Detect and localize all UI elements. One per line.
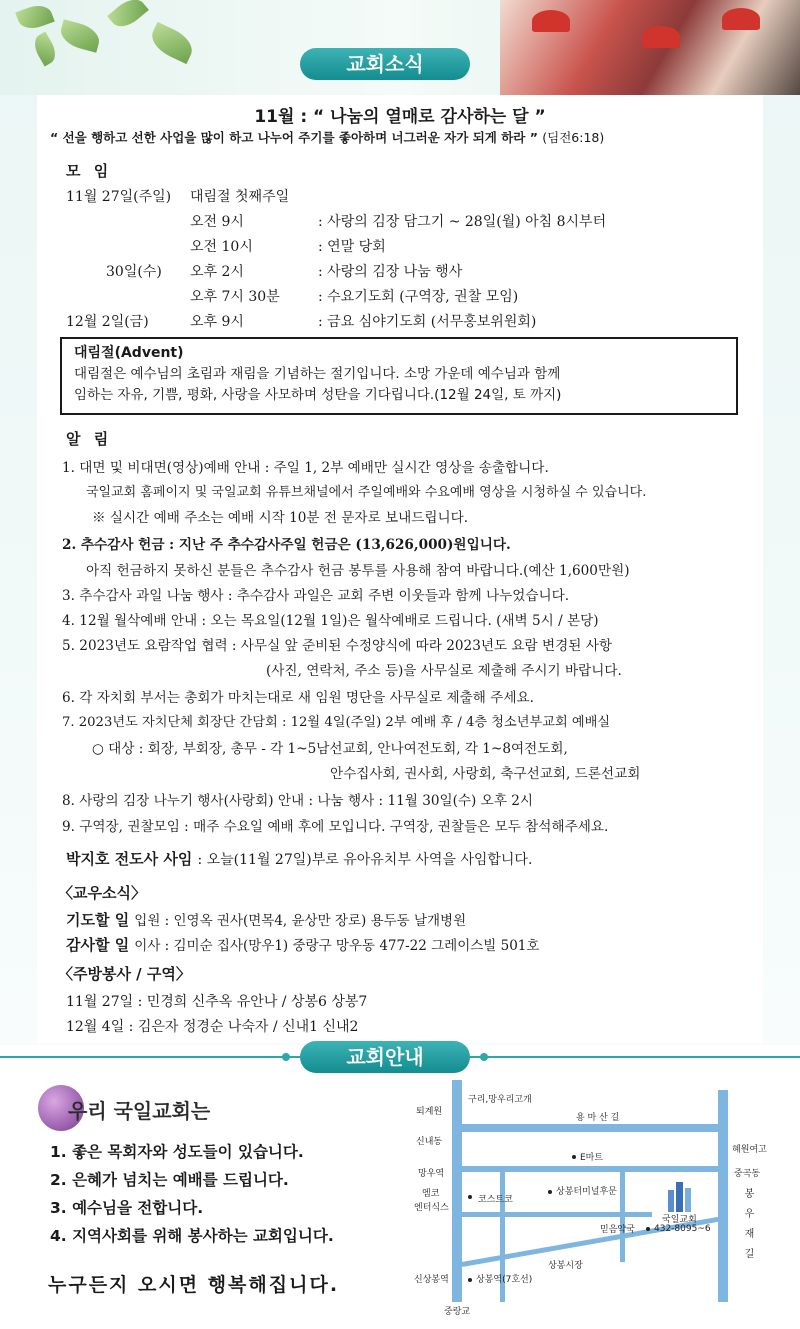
- santa-hat-decoration: [532, 10, 570, 32]
- notice-line: 5. 2023년도 요람작업 협력 : 사무실 앞 준비된 수정양식에 따라 2023년도 요람 변경된 사항: [62, 638, 612, 654]
- map-label-pharmacy: 믿음약국: [600, 1225, 635, 1235]
- church-item: 2. 은혜가 넘치는 예배를 드립니다.: [50, 1171, 289, 1189]
- santa-hat-decoration: [722, 8, 760, 30]
- map-road: [718, 1090, 728, 1302]
- meeting-date: 30일(수): [106, 264, 162, 280]
- map-label-entex: 엔터식스: [414, 1203, 449, 1213]
- map-label-toegye: 퇴계원: [416, 1107, 443, 1117]
- notice-line: 국일교회 홈페이지 및 국일교회 유튜브채널에서 주일예배와 수요예배 영상을 시청하실 수 있습니다.: [86, 485, 647, 500]
- kitchen-line: 12월 4일 : 김은자 정경순 나숙자 / 신내1 신내2: [66, 1019, 359, 1035]
- meeting-time: 오후 2시: [190, 264, 244, 280]
- map-label-terminal: 상봉터미널후문: [556, 1187, 617, 1197]
- church-item: 4. 지역사회를 위해 봉사하는 교회입니다.: [50, 1227, 334, 1245]
- advent-notice-box: [60, 337, 738, 415]
- map-label-hyewon: 혜원여고: [732, 1145, 767, 1155]
- map-label-top-road: 구리,망우리고개: [468, 1095, 532, 1105]
- church-item: 1. 좋은 목회자와 성도들이 있습니다.: [50, 1143, 304, 1161]
- meeting-time: 오전 9시: [190, 214, 244, 230]
- kitchen-heading: 〈주방봉사 / 구역〉: [58, 965, 191, 983]
- meeting-time: 대림절 첫째주일: [190, 189, 290, 205]
- notice-line: 6. 각 자치회 부서는 총회가 마치는대로 새 임원 명단을 사무실로 제출해 주세요.: [62, 690, 534, 706]
- notice-line: (사진, 연락처, 주소 등)을 사무실로 제출해 주시기 바랍니다.: [266, 663, 622, 679]
- map-label-sangbong-station: 상봉역(7호선): [476, 1275, 533, 1285]
- map-pin: [468, 1195, 472, 1199]
- santa-hat-decoration: [642, 26, 680, 48]
- missionary-name: 박지호 전도사 사임: [66, 850, 193, 868]
- notice-line: 안수집사회, 권사회, 사랑회, 축구선교회, 드론선교회: [330, 766, 641, 782]
- church-item: 3. 예수님을 전합니다.: [50, 1199, 204, 1217]
- verse-text: “ 선을 행하고 선한 사업을 많이 하고 나누어 주기를 좋아하며 너그러운 자가 되게 하라 ”: [50, 130, 538, 145]
- map-label-sinnae: 신내동: [416, 1137, 443, 1147]
- church-slogan: 누구든지 오시면 행복해집니다.: [48, 1274, 340, 1296]
- advent-text-line: 임하는 자유, 기쁨, 평화, 사랑을 사모하며 성탄을 기다립니다.(12월 24일, 토 까지): [74, 387, 562, 403]
- map-label-emart: E마트: [580, 1153, 604, 1163]
- church-building-icon: [662, 1178, 696, 1212]
- meeting-desc: : 연말 당회: [318, 239, 386, 255]
- notice-line: 7. 2023년도 자치단체 회장단 간담회 : 12월 4일(주일) 2부 예배 후 / 4층 청소년부교회 예배실: [62, 715, 611, 730]
- meeting-time: 오전 10시: [190, 239, 253, 255]
- map-label-church: 국일교회: [662, 1215, 697, 1225]
- notice-line: 1. 대면 및 비대면(영상)예배 안내 : 주일 1, 2부 예배만 실시간 영상을 송출합니다.: [62, 460, 549, 476]
- meeting-desc: : 사랑의 김장 나눔 행사: [318, 264, 463, 280]
- map-label-sinsangbong: 신상봉역: [414, 1275, 449, 1285]
- meeting-time: 오후 9시: [190, 314, 244, 330]
- advent-title: 대림절(Advent): [74, 345, 184, 361]
- map-pin: [548, 1190, 552, 1194]
- map-road: [452, 1080, 462, 1302]
- notice-line: 아직 헌금하지 못하신 분들은 추수감사 헌금 봉투를 사용해 참여 바랍니다.(예산 1,600만원): [86, 563, 630, 579]
- meeting-desc: : 금요 심야기도회 (서무홍보위원회): [318, 314, 537, 330]
- map-label-mangu: 망우역: [418, 1169, 445, 1179]
- missionary-text: : 오늘(11월 27일)부로 유아유치부 사역을 사임합니다.: [197, 852, 533, 868]
- month-theme-title: 11월 : “ 나눔의 열매로 감사하는 달 ”: [254, 107, 546, 127]
- pray-text: 입원 : 인영옥 권사(면목4, 윤상만 장로) 용두동 날개병원: [134, 913, 467, 929]
- thanks-label: 감사할 일: [66, 936, 130, 954]
- map-label-costco: 코스트코: [478, 1195, 513, 1205]
- dot-decoration: [480, 1053, 488, 1061]
- notice-line: 8. 사랑의 김장 나누기 행사(사랑회) 안내 : 나눔 행사 : 11월 30일(수) 오후 2시: [62, 793, 534, 809]
- members-pray: [66, 909, 466, 930]
- map-label-junggok: 중곡동: [734, 1169, 761, 1179]
- notice-line: ※ 실시간 예배 주소는 예배 시작 10분 전 문자로 보내드립니다.: [92, 510, 469, 526]
- notices-heading: 알 림: [66, 430, 113, 448]
- map-label-church-phone: 432-8095~6: [654, 1224, 711, 1234]
- notice-line: 4. 12월 월삭예배 안내 : 오는 목요일(12월 1일)은 월삭예배로 드립니다. (새벽 5시 / 본당): [62, 613, 599, 629]
- notice-line: 9. 구역장, 권찰모임 : 매주 수요일 예배 후에 모입니다. 구역장, 권찰들은 모두 참석해주세요.: [62, 819, 609, 835]
- thanks-text: 이사 : 김미순 집사(망우1) 중랑구 망우동 477-22 그레이스빌 501호: [134, 938, 540, 954]
- map-label-bongu: 봉우재길: [742, 1188, 753, 1268]
- dot-decoration: [282, 1053, 290, 1061]
- map-road: [452, 1166, 728, 1172]
- meeting-date: 12월 2일(금): [66, 314, 149, 330]
- notice-line: ○ 대상 : 회장, 부회장, 총무 - 각 1~5남선교회, 안나여전도회, 각 1~8여전도회,: [92, 741, 568, 757]
- map-pin: [572, 1155, 576, 1159]
- meeting-date: 11월 27일(주일): [66, 189, 172, 205]
- missionary-notice: [66, 848, 532, 869]
- meeting-desc: : 수요기도회 (구역장, 권찰 모임): [318, 289, 519, 305]
- church-title: 우리 국일교회는: [68, 1099, 211, 1123]
- map-pin: [646, 1227, 650, 1231]
- meeting-desc: : 사랑의 김장 담그기 ~ 28일(월) 아침 8시부터: [318, 214, 607, 230]
- map-label-jungrang: 중랑교: [444, 1307, 471, 1317]
- section-title-guide: 교회안내: [300, 1041, 470, 1073]
- map-label-emco: 엠코: [422, 1189, 440, 1199]
- church-intro-title: [38, 1085, 278, 1133]
- church-location-map: [400, 1080, 790, 1320]
- members-thanks: [66, 934, 539, 955]
- bible-verse: [50, 128, 604, 146]
- kitchen-line: 11월 27일 : 민경희 신추옥 유안나 / 상봉6 상봉7: [66, 994, 368, 1010]
- map-road: [452, 1124, 728, 1132]
- meetings-heading: 모 임: [66, 162, 113, 180]
- meeting-time: 오후 7시 30분: [190, 289, 280, 305]
- advent-text-line: 대림절은 예수님의 초림과 재림을 기념하는 절기입니다. 소망 가운데 예수님과 함께: [74, 366, 561, 382]
- pray-label: 기도할 일: [66, 911, 130, 929]
- map-road: [620, 1172, 625, 1262]
- map-label-mamasan: 용 마 산 길: [576, 1113, 620, 1123]
- notice-line: 2. 추수감사 헌금 : 지난 주 추수감사주일 헌금은 (13,626,000)원입니다.: [62, 537, 511, 553]
- section-title-news: 교회소식: [300, 48, 470, 80]
- verse-reference: (딤전6:18): [542, 130, 605, 145]
- map-label-sangbong-market: 상봉시장: [548, 1261, 583, 1271]
- notice-line: 3. 추수감사 과일 나눔 행사 : 추수감사 과일은 교회 주변 이웃들과 함께 나누었습니다.: [62, 588, 570, 604]
- members-heading: 〈교우소식〉: [58, 884, 146, 902]
- map-pin: [468, 1278, 472, 1282]
